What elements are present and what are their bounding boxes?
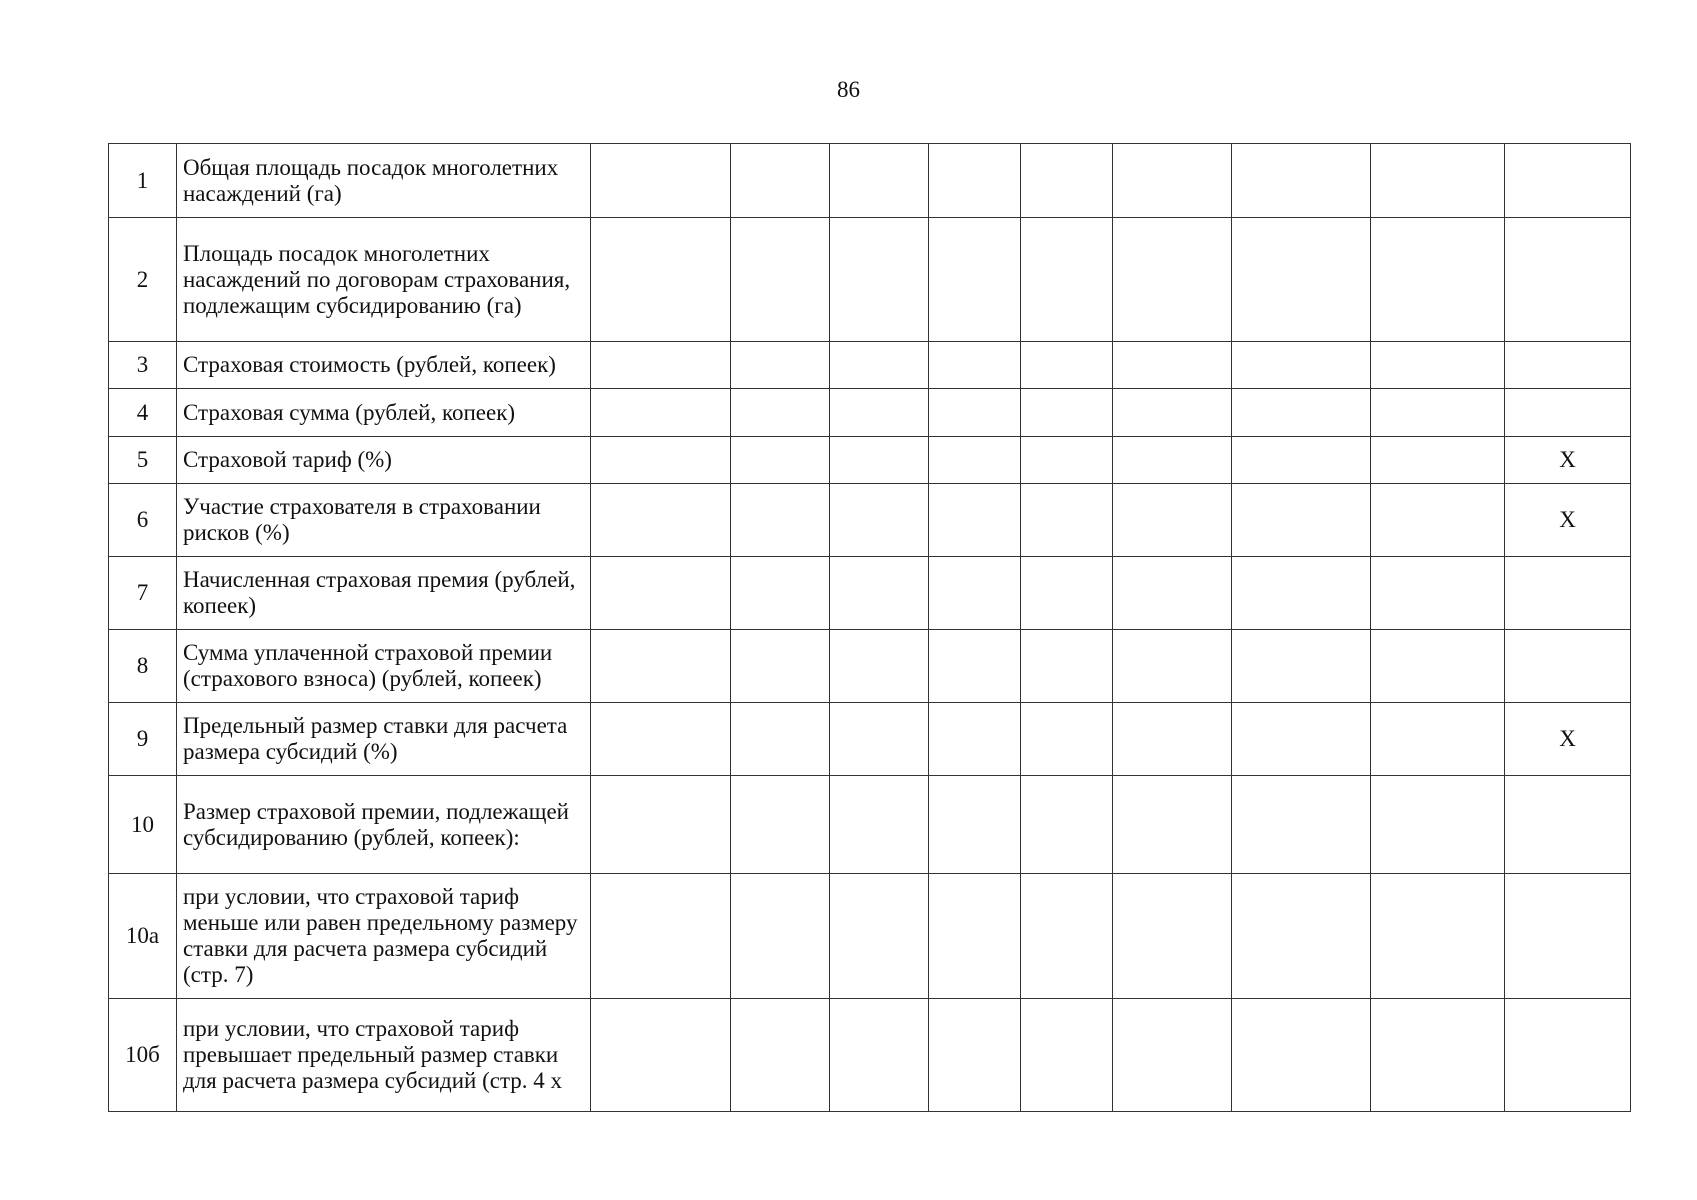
- data-cell: [1113, 144, 1232, 218]
- data-cell: [1021, 703, 1113, 776]
- data-cell: X: [1505, 703, 1631, 776]
- data-cell: [830, 874, 929, 999]
- row-number: 9: [109, 703, 177, 776]
- data-cell: [1371, 144, 1505, 218]
- table-row: [109, 874, 1631, 999]
- data-cell: [1505, 999, 1631, 1112]
- row-number: 10б: [109, 999, 177, 1112]
- insurance-subsidy-table: [108, 143, 1631, 1112]
- data-cell: [1113, 703, 1232, 776]
- row-number: 1: [109, 144, 177, 218]
- data-cell: [1021, 389, 1113, 437]
- row-number: 7: [109, 557, 177, 630]
- data-cell: [1232, 776, 1371, 874]
- data-cell: [591, 874, 731, 999]
- data-cell: [731, 557, 830, 630]
- row-label: при условии, что страховой тариф меньше или равен предельному размеру ставки для расчета размера субсидий (стр. 7): [177, 874, 591, 999]
- data-cell: [929, 557, 1021, 630]
- data-cell: [1113, 630, 1232, 703]
- data-cell: [731, 437, 830, 484]
- data-cell: [929, 218, 1021, 342]
- data-cell: [1021, 484, 1113, 557]
- data-cell: [1232, 144, 1371, 218]
- data-cell: [1021, 342, 1113, 389]
- data-cell: [1505, 342, 1631, 389]
- data-cell: [1021, 144, 1113, 218]
- data-cell: [1232, 999, 1371, 1112]
- table-body: [109, 144, 1631, 1112]
- data-cell: [1371, 437, 1505, 484]
- row-label: Страховая сумма (рублей, копеек): [177, 389, 591, 437]
- data-cell: [1113, 484, 1232, 557]
- data-cell: [731, 484, 830, 557]
- data-cell: [1371, 342, 1505, 389]
- data-cell: [830, 999, 929, 1112]
- data-cell: [591, 776, 731, 874]
- data-cell: [1021, 999, 1113, 1112]
- row-label: Общая площадь посадок многолетних насаждений (га): [177, 144, 591, 218]
- data-cell: [830, 144, 929, 218]
- data-cell: [1113, 342, 1232, 389]
- data-cell: [830, 218, 929, 342]
- data-cell: [731, 389, 830, 437]
- row-number: 10а: [109, 874, 177, 999]
- data-cell: [1371, 389, 1505, 437]
- data-cell: [1113, 874, 1232, 999]
- data-cell: [1021, 557, 1113, 630]
- data-cell: [1021, 437, 1113, 484]
- data-cell: [830, 484, 929, 557]
- data-cell: [731, 703, 830, 776]
- row-label: Сумма уплаченной страховой премии (страхового взноса) (рублей, копеек): [177, 630, 591, 703]
- data-cell: [929, 703, 1021, 776]
- table-row: [109, 144, 1631, 218]
- data-cell: [1232, 630, 1371, 703]
- data-cell: [929, 144, 1021, 218]
- data-cell: [830, 389, 929, 437]
- data-cell: [1232, 484, 1371, 557]
- data-cell: [830, 703, 929, 776]
- data-cell: [591, 703, 731, 776]
- row-number: 4: [109, 389, 177, 437]
- data-cell: [1505, 389, 1631, 437]
- row-number: 5: [109, 437, 177, 484]
- row-label: Предельный размер ставки для расчета размера субсидий (%): [177, 703, 591, 776]
- data-cell: X: [1505, 484, 1631, 557]
- data-cell: [1371, 630, 1505, 703]
- data-cell: [1232, 389, 1371, 437]
- data-cell: [731, 144, 830, 218]
- data-cell: [1113, 437, 1232, 484]
- data-cell: [731, 999, 830, 1112]
- data-cell: [731, 218, 830, 342]
- data-cell: [1371, 557, 1505, 630]
- row-label: Участие страхователя в страховании рисков (%): [177, 484, 591, 557]
- data-cell: [1021, 630, 1113, 703]
- data-cell: [1021, 776, 1113, 874]
- page-number: 86: [837, 77, 860, 102]
- data-cell: [591, 630, 731, 703]
- table-row: [109, 484, 1631, 557]
- data-cell: [929, 999, 1021, 1112]
- data-cell: [1371, 218, 1505, 342]
- row-label: Размер страховой премии, подлежащей субсидированию (рублей, копеек):: [177, 776, 591, 874]
- data-cell: [731, 630, 830, 703]
- data-cell: [1232, 437, 1371, 484]
- data-cell: [929, 389, 1021, 437]
- data-cell: [591, 999, 731, 1112]
- data-cell: [1113, 999, 1232, 1112]
- data-cell: X: [1505, 437, 1631, 484]
- data-cell: [929, 874, 1021, 999]
- table-row: [109, 389, 1631, 437]
- row-label: Площадь посадок многолетних насаждений по договорам страхования, подлежащим субсидированию (га): [177, 218, 591, 342]
- data-cell: [591, 389, 731, 437]
- data-cell: [1505, 557, 1631, 630]
- data-cell: [1371, 703, 1505, 776]
- data-cell: [591, 484, 731, 557]
- data-cell: [591, 144, 731, 218]
- data-cell: [731, 874, 830, 999]
- table-row: [109, 218, 1631, 342]
- data-cell: [830, 342, 929, 389]
- table-row: [109, 999, 1631, 1112]
- data-cell: [1505, 218, 1631, 342]
- data-cell: [1371, 874, 1505, 999]
- data-cell: [591, 342, 731, 389]
- data-cell: [1113, 218, 1232, 342]
- data-cell: [830, 437, 929, 484]
- row-label: Страховой тариф (%): [177, 437, 591, 484]
- row-number: 2: [109, 218, 177, 342]
- data-cell: [1505, 630, 1631, 703]
- data-cell: [929, 484, 1021, 557]
- data-cell: [929, 776, 1021, 874]
- data-cell: [731, 342, 830, 389]
- data-cell: [929, 342, 1021, 389]
- row-label: Начисленная страховая премия (рублей, копеек): [177, 557, 591, 630]
- table-row: [109, 630, 1631, 703]
- data-cell: [830, 630, 929, 703]
- table-row: [109, 703, 1631, 776]
- data-cell: [731, 776, 830, 874]
- data-cell: [591, 557, 731, 630]
- data-cell: [1232, 218, 1371, 342]
- row-label: Страховая стоимость (рублей, копеек): [177, 342, 591, 389]
- data-cell: [830, 776, 929, 874]
- table-row: [109, 437, 1631, 484]
- data-cell: [1232, 874, 1371, 999]
- data-cell: [929, 437, 1021, 484]
- data-cell: [1371, 999, 1505, 1112]
- data-cell: [1505, 144, 1631, 218]
- data-cell: [1113, 557, 1232, 630]
- table-row: [109, 342, 1631, 389]
- data-cell: [1371, 484, 1505, 557]
- table-row: [109, 557, 1631, 630]
- data-cell: [1021, 874, 1113, 999]
- data-cell: [830, 557, 929, 630]
- data-cell: [1505, 776, 1631, 874]
- data-cell: [1232, 557, 1371, 630]
- data-cell: [1232, 342, 1371, 389]
- data-cell: [1371, 776, 1505, 874]
- data-cell: [1021, 218, 1113, 342]
- row-number: 6: [109, 484, 177, 557]
- data-cell: [929, 630, 1021, 703]
- row-number: 10: [109, 776, 177, 874]
- row-label: при условии, что страховой тариф превышает предельный размер ставки для расчета размера субсидий (стр. 4 х: [177, 999, 591, 1112]
- data-cell: [591, 437, 731, 484]
- row-number: 8: [109, 630, 177, 703]
- data-cell: [1113, 389, 1232, 437]
- data-cell: [1232, 703, 1371, 776]
- data-cell: [591, 218, 731, 342]
- table-row: [109, 776, 1631, 874]
- data-cell: [1505, 874, 1631, 999]
- data-cell: [1113, 776, 1232, 874]
- row-number: 3: [109, 342, 177, 389]
